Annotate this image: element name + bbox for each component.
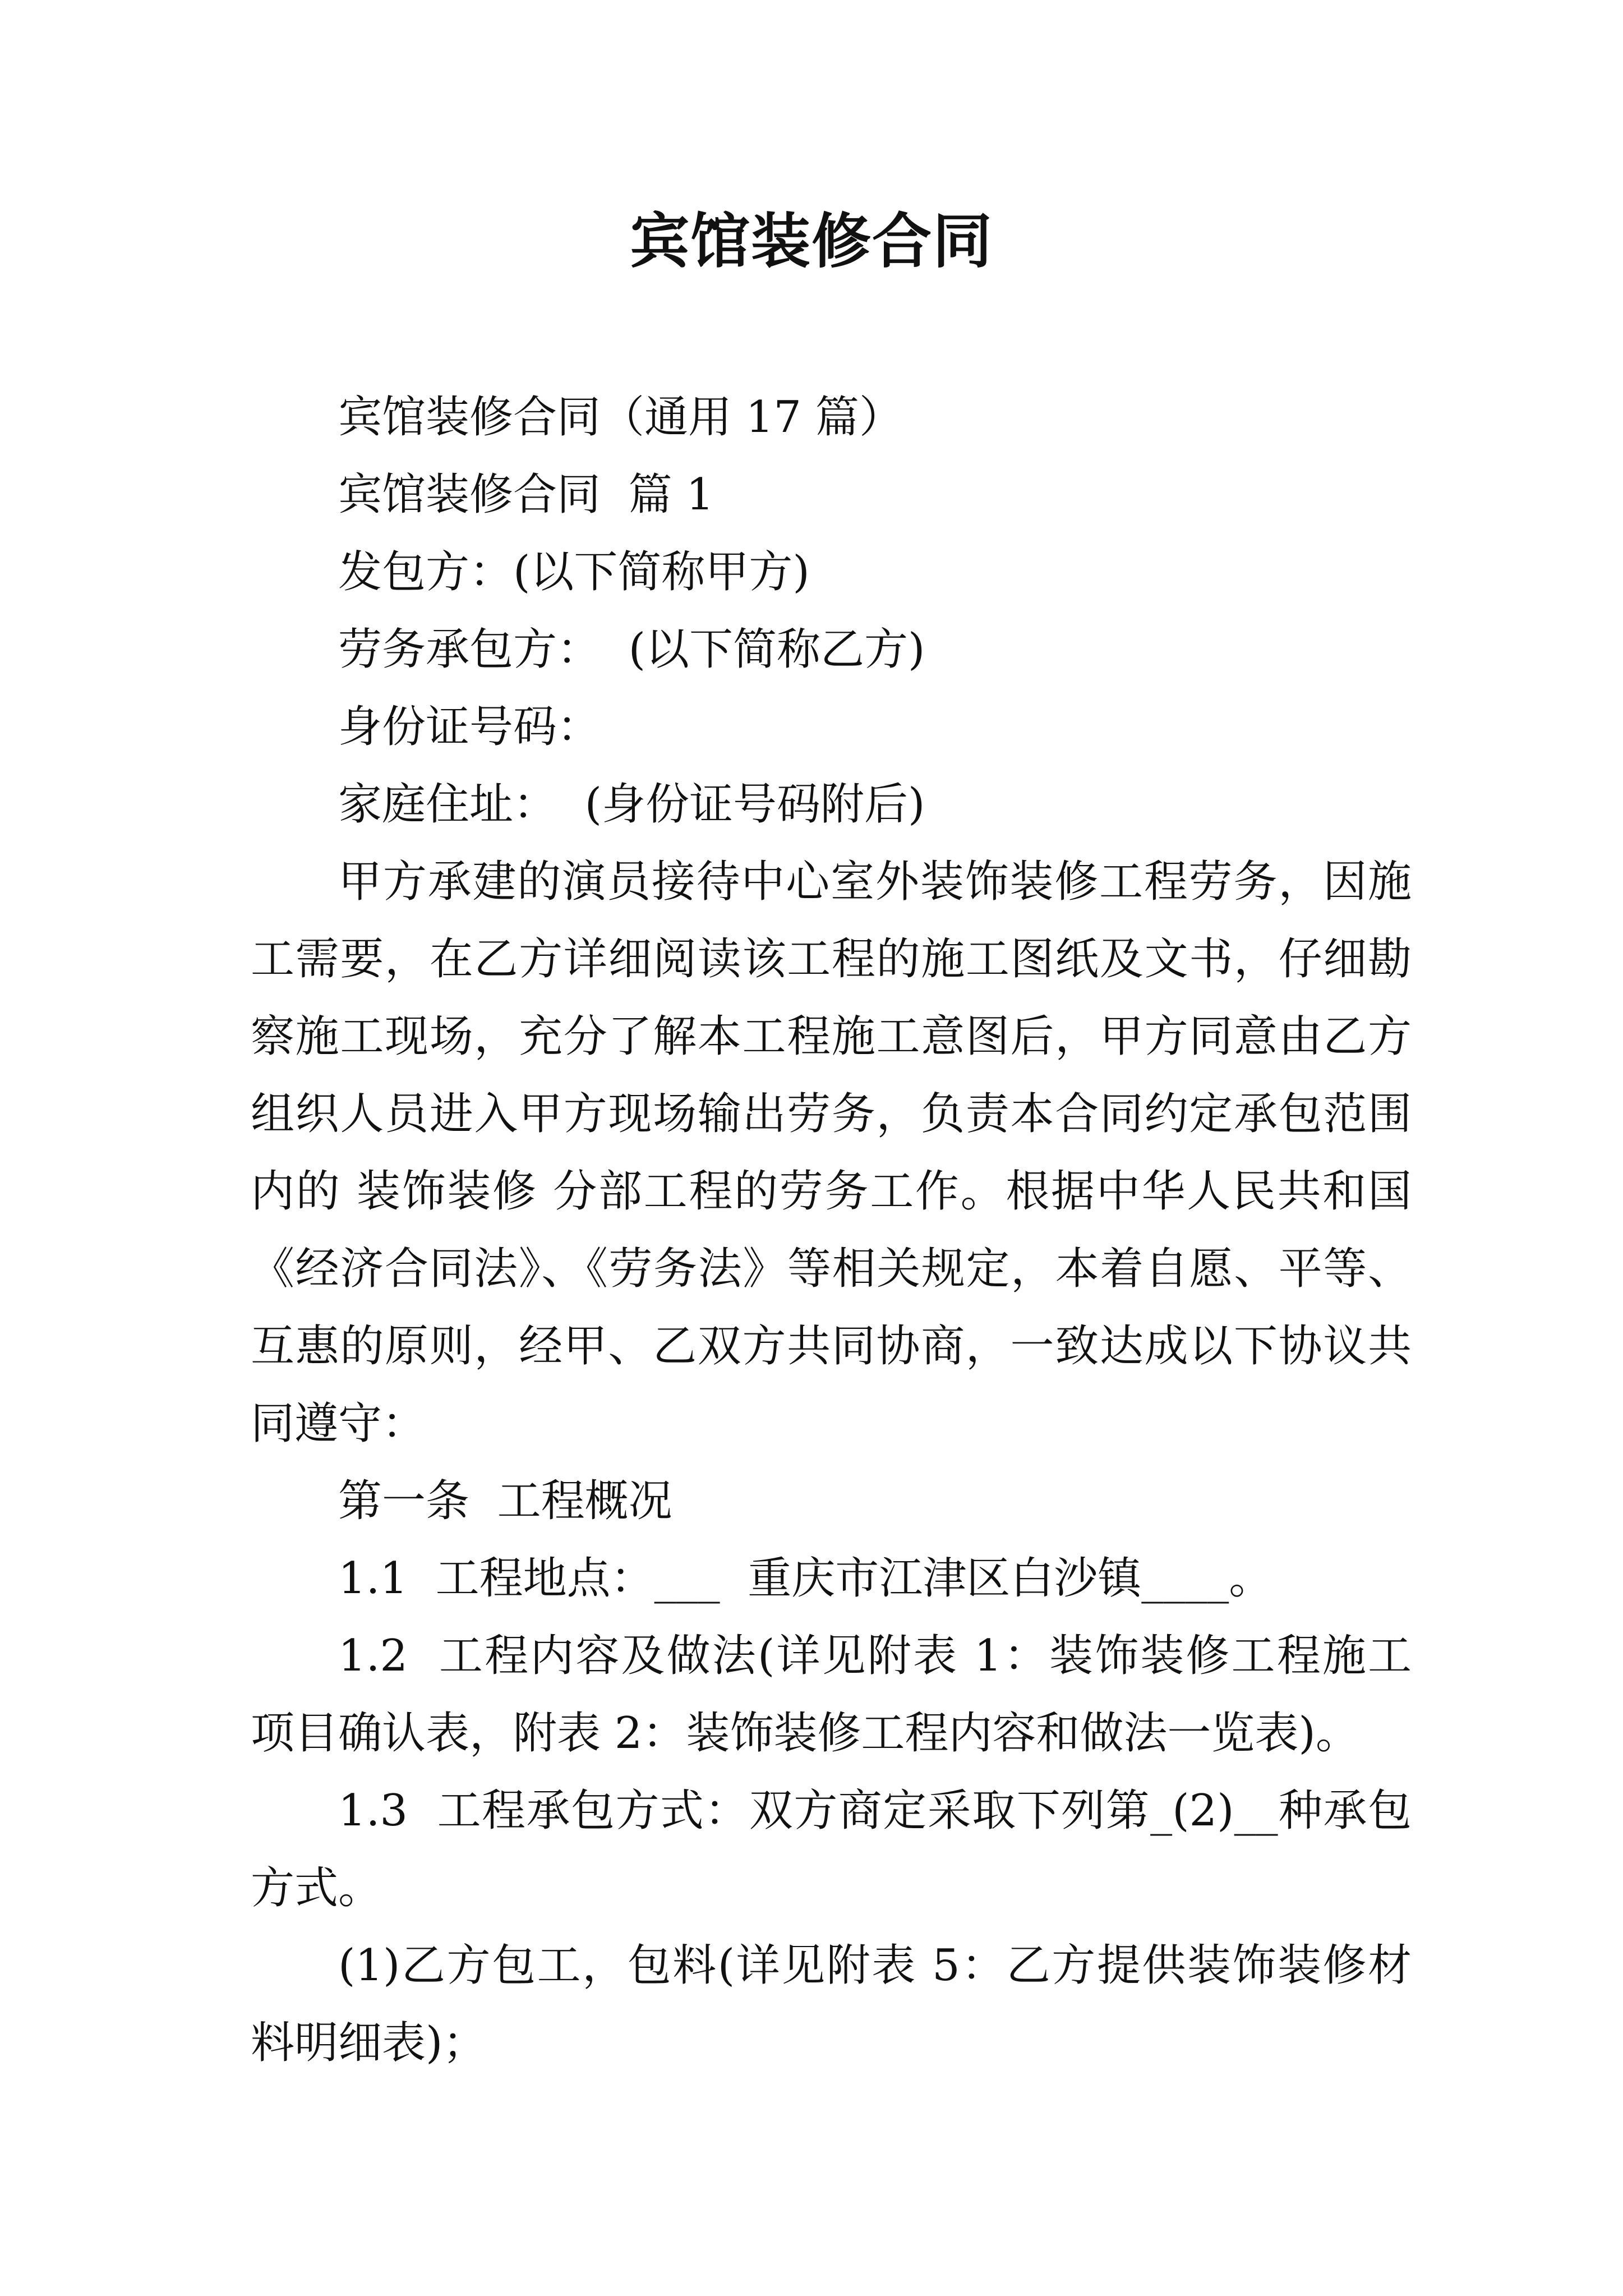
paragraph-subtitle: 宾馆装修合同（通用 17 篇） [338,392,903,443]
paragraph-article-1-heading: 第一条 工程概况 [338,1476,672,1526]
paragraph-section-heading: 宾馆装修合同 篇 1 [338,470,714,520]
paragraph-clause-1-1: 1.1 工程地点：___ 重庆市江津区白沙镇____。 [338,1553,1273,1604]
paragraph-party-b: 劳务承包方： (以下简称乙方) [338,624,925,675]
document-body [251,379,1412,2082]
paragraph-home-address: 家庭住址： (身份证号码附后) [338,779,925,830]
paragraph-introduction: 甲方承建的演员接待中心室外装饰装修工程劳务，因施工需要，在乙方详细阅读该工程的施工图纸及文书，仔细勘察施工现场，充分了解本工程施工意图后，甲方同意由乙方组织人员进入甲方现场输出劳务，负责本合同约定承包范围内的 装饰装修 分部工程的劳务工作。根据中华人民共和国《经济合同法》、《劳务法》等相关规定，本着自愿、平等、互惠的原则，经甲、乙双方共同协商，一致达成以下协议共同遵守： [251,857,1412,1449]
paragraph-clause-1-3: 1.3 工程承包方式：双方商定采取下列第_(2)__种承包方式。 [251,1786,1412,1913]
document-title: 宾馆装修合同 [630,206,993,276]
paragraph-id-number: 身份证号码： [338,702,601,752]
paragraph-party-a: 发包方：(以下简称甲方) [338,547,810,597]
paragraph-option-1: (1)乙方包工，包料(详见附表 5：乙方提供装饰装修材料明细表)； [251,1940,1412,2068]
paragraph-clause-1-2: 1.2 工程内容及做法(详见附表 1：装饰装修工程施工项目确认表，附表 2：装饰装修工程内容和做法一览表)。 [251,1631,1412,1759]
